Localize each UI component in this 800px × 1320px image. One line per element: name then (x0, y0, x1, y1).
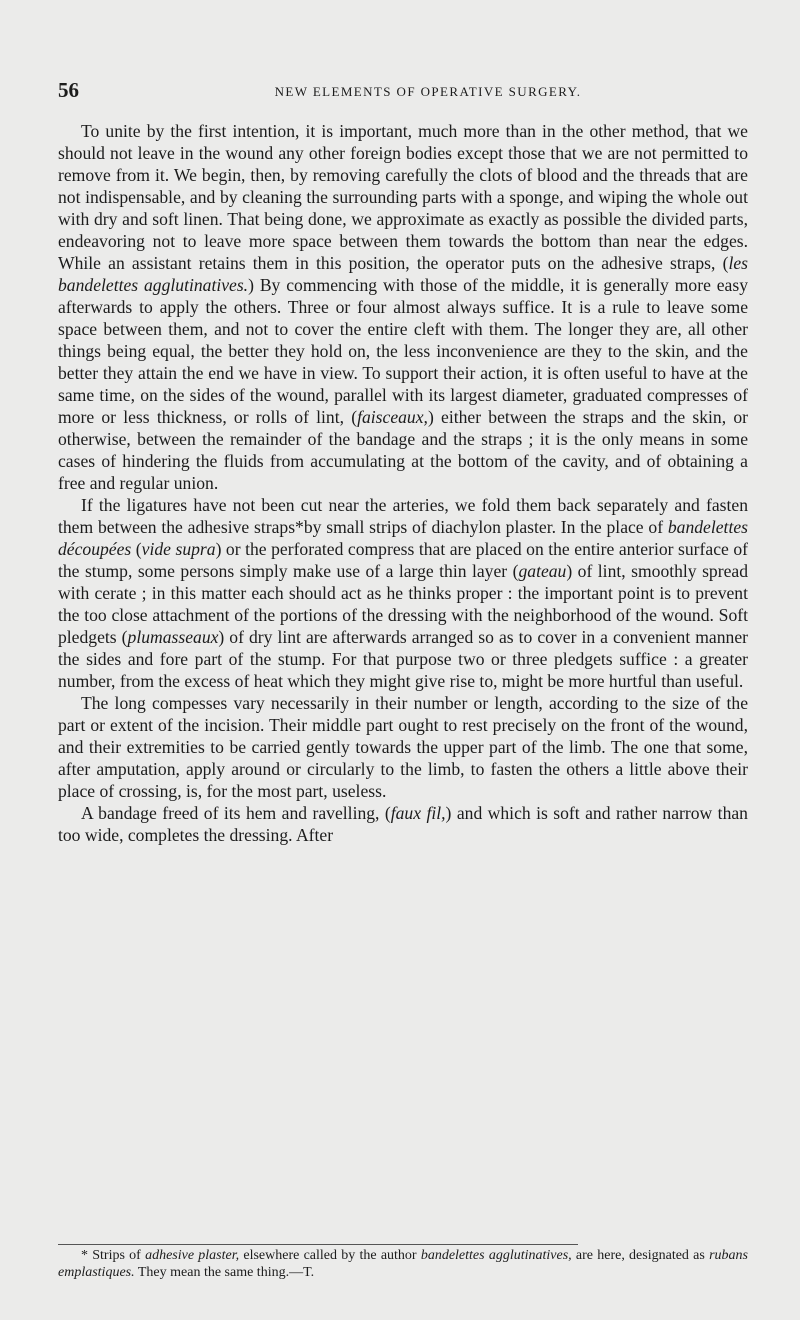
paragraph: The long compesses vary necessarily in their number or length, according to the size of the part or extent of the incision. Their middle part ought to rest precisely on the front of the wound, and their extremities to be carried gently towards the upper part of the limb. The one that some, after amputation, apply around or circularly to the limb, to fasten the others a little above their place of crossing, is, for the most part, useless. (58, 693, 748, 801)
footnote-divider (58, 1244, 578, 1245)
running-title: NEW ELEMENTS OF OPERATIVE SURGERY. (274, 84, 582, 99)
page-header (58, 78, 748, 112)
paragraph: To unite by the first intention, it is important, much more than in the other method, that we should not leave in the wound any other foreign bodies except those that we are not permitted to remove from it. We begin, then, by removing carefully the clots of blood and the threads that are not indispensable, and by cleaning the surrounding parts with a sponge, and wiping the whole out with dry and soft linen. That being done, we approximate as exactly as possible the divided parts, endeavoring not to leave more space between them towards the bottom than near the edges. While an assistant retains them in this position, the operator puts on the adhesive straps, (les bandelettes agglutinatives.) By commencing with those of the middle, it is generally more easy afterwards to apply the others. Three or four almost always suffice. It is a rule to leave some space between them, and not to cover the entire cleft with them. The longer they are, all other things being equal, the better they hold on, the less inconvenience are they to the skin, and the better they attain the end we have in view. To support their action, it is often useful to have at the same time, on the sides of the wound, parallel with its largest diameter, graduated compresses of more or less thickness, or rolls of lint, (faisceaux,) either between the straps and the skin, or otherwise, between the remainder of the bandage and the straps ; it is the only means in some cases of hindering the fluids from accumulating at the bottom of the cavity, and of obtaining a free and regular union. (58, 121, 749, 493)
body-text (58, 120, 748, 846)
paragraph: If the ligatures have not been cut near the arteries, we fold them back separately and fasten them between the adhesive straps*by small strips of diachylon plaster. In the place of bandelettes découpées (vide supra) or the perforated compress that are placed on the entire anterior surface of the stump, some persons simply make use of a large thin layer (gateau) of lint, smoothly spread with cerate ; in this matter each should act as he thinks proper : the important point is to prevent the too close attachment of the portions of the dressing with the neighborhood of the wound. Soft pledgets (plumasseaux) of dry lint are afterwards arranged so as to cover in a convenient manner the sides and fore part of the stump. For that purpose two or three pledgets suffice : a greater number, from the excess of heat which they might give rise to, might be more hurtful than useful. (58, 495, 748, 691)
page-number: 56 (58, 78, 79, 102)
paragraph: A bandage freed of its hem and ravelling, (faux fil,) and which is soft and rather narrow than too wide, completes the dressing. After (58, 803, 748, 845)
footnote: * Strips of adhesive plaster, elsewhere called by the author bandelettes agglutinatives, are here, designated as rubans emplastiques. They mean the same thing.—T. (58, 1248, 748, 1280)
